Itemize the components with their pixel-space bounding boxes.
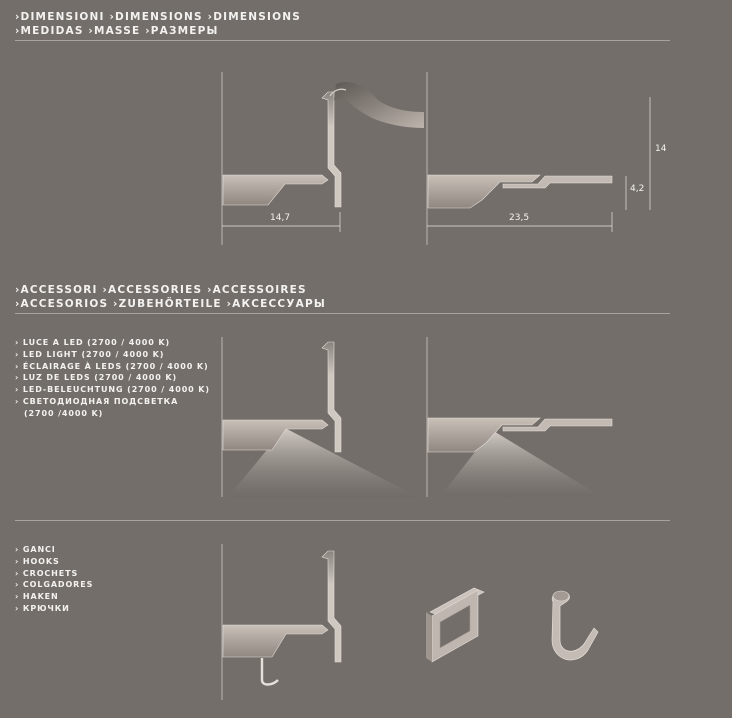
dimension-drawing-right <box>427 72 650 245</box>
led-item-ru-temp: (2700 /4000 K) <box>24 408 104 418</box>
hook-item-it: › GANCI <box>15 545 56 554</box>
hook-item-fr: › CROCHETS <box>15 568 79 578</box>
accessories-heading-line1: ›ACCESSORI ›ACCESSORIES ›ACCESSOIRES <box>15 284 307 296</box>
led-item-fr: › ÉCLAIRAGE À LEDS (2700 / 4000 K) <box>15 361 209 371</box>
dimension-drawing-left <box>222 72 424 245</box>
accessories-heading-line2: ›ACCESORIOS ›ZUBEHÖRTEILE ›АКСЕССУАРЫ <box>15 298 326 310</box>
hook-drawing-profile <box>222 544 341 700</box>
hook-item-ru: › КРЮЧКИ <box>15 603 70 613</box>
hook-item-en: › HOOKS <box>15 556 60 566</box>
dimensions-heading-line2: ›MEDIDAS ›MASSE ›РАЗМЕРЫ <box>15 25 219 37</box>
square-hook-icon <box>426 588 484 662</box>
led-drawing-right <box>427 337 612 497</box>
hook-item-de: › HAKEN <box>15 592 59 602</box>
dimensions-heading-line1: ›DIMENSIONI ›DIMENSIONS ›DIMENSIONS <box>15 11 301 23</box>
led-item-ru: › СВЕТОДИОДНАЯ ПОДСВЕТКА <box>15 396 179 406</box>
led-item-en: › LED LIGHT (2700 / 4000 K) <box>15 349 165 359</box>
led-item-es: › LUZ DE LEDS (2700 / 4000 K) <box>15 373 178 383</box>
dimension-height-small: 4,2 <box>630 184 645 194</box>
led-item-de: › LED-BELEUCHTUNG (2700 / 4000 K) <box>15 385 210 395</box>
dimension-width-right: 23,5 <box>509 213 530 223</box>
dimension-width-left: 14,7 <box>270 213 291 223</box>
j-hook-icon <box>552 591 598 660</box>
led-item-it: › LUCE A LED (2700 / 4000 K) <box>15 338 170 347</box>
led-drawing-left <box>222 337 418 497</box>
hook-item-es: › COLGADORES <box>15 580 94 590</box>
dimension-height-total: 14 <box>655 144 667 154</box>
